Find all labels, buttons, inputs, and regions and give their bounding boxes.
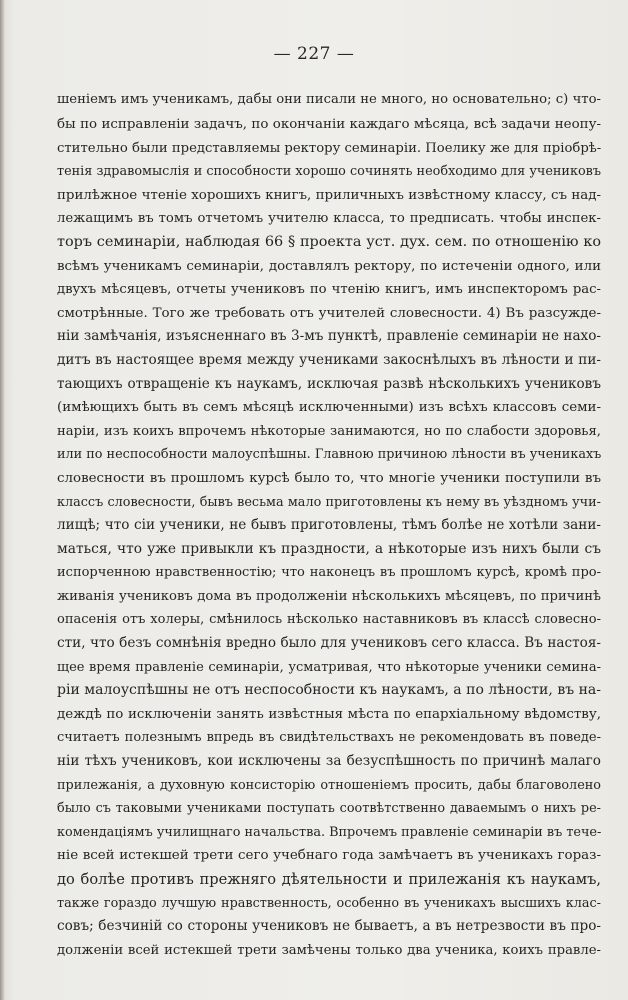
text-line: или по неспособности малоуспѣшны. Главною причиною лѣности въ ученикахъ [57, 447, 602, 463]
text-line: стительно были представляемы ректору семинарiи. Поелику же для прiобрѣ- [57, 140, 602, 156]
text-line: деждѣ по исключенiи занять извѣстныя мѣста по епархiальному вѣдомству, [57, 706, 601, 722]
text-line: до болѣе противъ прежняго дѣятельности и прилежанiя къ наукамъ, [57, 871, 601, 888]
text-line: рiи малоуспѣшны не отъ неспособности къ наукамъ, а по лѣности, въ на- [57, 682, 601, 699]
text-line: нiи замѣчанiя, изъясненнаго въ 3-мъ пунктѣ, правленiе семинарiи не нахо- [57, 328, 601, 345]
text-line: нiи тѣхъ учениковъ, кои исключены за безуспѣшность по причинѣ малаго [57, 753, 601, 770]
text-line: шенiемъ имъ ученикамъ, дабы они писали не много, но основательно; с) что- [57, 92, 601, 107]
text-line: сти, что безъ сомнѣнiя вредно было для учениковъ сего класса. Въ настоя- [57, 635, 601, 652]
text-line: комендацiямъ училищнаго начальства. Впрочемъ правленiе семинарiи въ тече- [57, 824, 602, 840]
text-line: живанiя учениковъ дома въ продолженiи нѣсколькихъ мѣсяцевъ, по причинѣ [57, 588, 601, 604]
text-line: смотрѣнные. Того же требовать отъ учителей словесности. 4) Въ разсужде- [57, 305, 601, 321]
text-line: щее время правленiе семинарiи, усматривая, что нѣкоторые ученики семина- [57, 659, 601, 675]
text-line: тающихъ отвращенiе къ наукамъ, исключая развѣ нѣсколькихъ учениковъ [57, 375, 601, 392]
text-line: словесности въ прошломъ курсѣ было то, что многiе ученики поступили въ [57, 470, 601, 486]
text-line: нарiи, изъ коихъ впрочемъ нѣкоторые занимаются, но по слабости здоровья, [57, 423, 601, 439]
text-line: совъ; безчинiй со стороны учениковъ не бываетъ, а въ нетрезвости въ про- [57, 918, 601, 935]
text-line: (имѣющихъ быть въ семъ мѣсяцѣ исключенными) изъ всѣхъ классовъ семи- [57, 400, 601, 416]
text-line: считаетъ полезнымъ впредь въ свидѣтельствахъ не рекомендовать въ поведе- [57, 730, 601, 746]
text-line: долженiи всей истекшей трети замѣчены только два ученика, коихъ правле- [57, 942, 601, 958]
text-line: бы по исправленiи задачъ, по окончанiи каждаго мѣсяца, всѣ задачи неопу- [57, 117, 601, 132]
binding-shadow [0, 0, 5, 1000]
text-line: дитъ въ настоящее время между учениками закоснѣлыхъ въ лѣности и пи- [57, 351, 601, 368]
text-line: было съ таковыми учениками поступать соотвѣтственно даваемымъ о нихъ ре- [57, 801, 601, 817]
text-line: прилежанiя, а духовную консисторiю отношенiемъ просить, дабы благоволено [57, 777, 601, 793]
text-line: опасенiя отъ холеры, смѣнилось нѣсколько наставниковъ въ классѣ словесно- [57, 612, 601, 628]
text-line: классъ словесности, бывъ весьма мало приготовлены къ нему въ уѣздномъ учи- [57, 494, 601, 510]
text-line: прилѣжное чтенiе хорошихъ книгъ, приличныхъ извѣстному классу, съ над- [57, 187, 601, 203]
text-line: двухъ мѣсяцевъ, отчеты учениковъ по чтенiю книгъ, имъ инспекторомъ рас- [57, 282, 601, 298]
text-line: тенiя здравомыслiя и способности хорошо сочинять необходимо для учениковъ [57, 164, 601, 180]
page-number: — 227 — [273, 44, 355, 64]
text-line: также гораздо лучшую нравственность, особенно въ ученикахъ высшихъ клас- [57, 895, 601, 911]
text-line: лежащимъ въ томъ отчетомъ учителю класса, то предписать. чтобы инспек- [57, 211, 601, 227]
text-line: испорченною нравственностiю; что наконецъ въ прошломъ курсѣ, кромѣ про- [57, 565, 601, 581]
text-line: лищѣ; что сiи ученики, не бывъ приготовлены, тѣмъ болѣе не хотѣли зани- [57, 517, 601, 534]
text-line: всѣмъ ученикамъ семинарiи, доставлялъ ректору, по истеченiи одного, или [57, 258, 601, 274]
text-line: торъ семинарiи, наблюдая 66 § проекта уст. дух. сем. по отношенiю ко [57, 233, 601, 250]
text-line: маться, что уже привыкли къ праздности, а нѣкоторые изъ нихъ были съ [57, 540, 601, 557]
body-text [57, 87, 601, 962]
text-line: нiе всей истекшей трети сего учебнаго года замѣчаетъ въ ученикахъ гораз- [57, 848, 601, 864]
